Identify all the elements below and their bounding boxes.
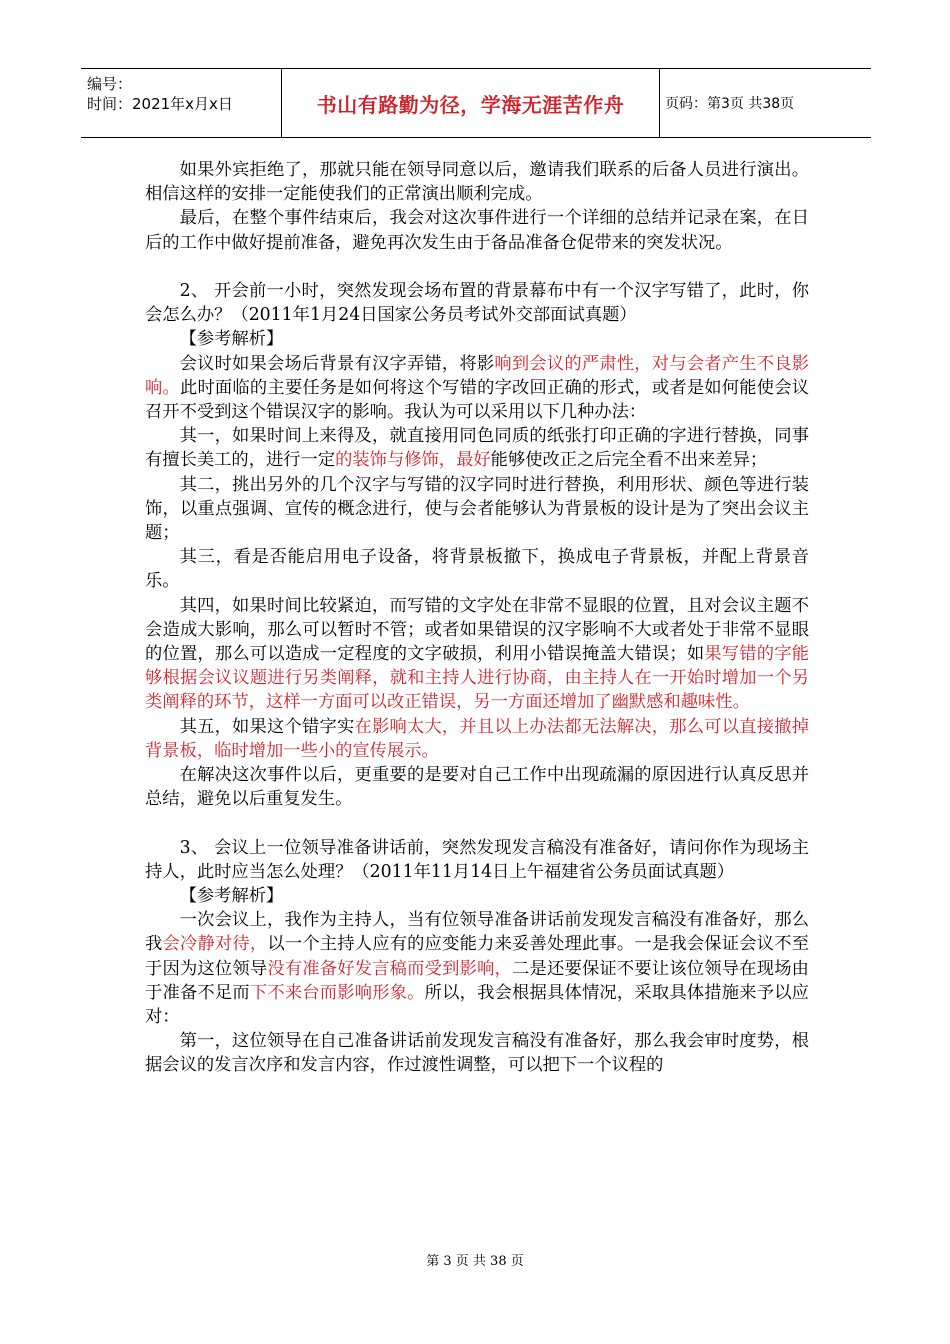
page-footer: 第 3 页 共 38 页: [426, 1254, 524, 1269]
paragraph: [145, 424, 809, 472]
highlighted-text: 的装饰与修饰，最好: [335, 450, 491, 471]
text-run: 一次会议上，我作为主持人，当有位领导准备讲话前发现发言稿没有准备好，那么我: [145, 910, 809, 955]
text-run: 以一个主持人应有的应变能力来妥善处理此事。一是我会保证会议不至于因为这位领导: [145, 934, 809, 979]
text-run: 其一，如果时间上来得及，就直接用同色同质的纸张打印正确的字进行替换，同事有擅长美工的，进行一定: [145, 426, 809, 471]
header-divider: [659, 69, 660, 137]
question-3: 3、 会议上一位领导准备讲话前，突然发现发言稿没有准备好，请问你作为现场主持人，此时应当怎么处理？（2011年11月14日上午福建省公务员面试真题）: [145, 837, 809, 882]
paragraph: 如果外宾拒绝了，那就只能在领导同意以后，邀请我们联系的后备人员进行演出。相信这样的安排一定能使我们的正常演出顺利完成。: [145, 160, 809, 205]
page-header: [81, 68, 871, 138]
header-page-label: 页码：第3页 共38页: [665, 96, 795, 112]
paragraph: [145, 352, 809, 425]
highlighted-text: 下不来台而影响形象。: [249, 982, 425, 1003]
text-run: 二是还要保证不要让该位领导在现场由于准备不足而: [145, 958, 809, 1003]
number-label: 编号：: [87, 75, 133, 93]
date-label: 时间：2021年x月x日: [87, 95, 233, 113]
text-run: 其四，如果时间比较紧迫，而写错的文字处在非常不显眼的位置，且对会议主题不会造成大影响，那么可以暂时不管；或者如果错误的汉字影响不大或者处于非常不显眼的位置，那么可以造成一定程度的文字破损，利用小错误掩盖大错误；如: [145, 595, 809, 665]
paragraph: 其三，看是否能启用电子设备，将背景板撤下，换成电子背景板，并配上背景音乐。: [145, 547, 809, 592]
question-2: 2、 开会前一小时，突然发现会场布置的背景幕布中有一个汉字写错了，此时，你会怎么办？（2011年1月24日国家公务员考试外交部面试真题）: [145, 281, 809, 326]
paragraph: 其二，挑出另外的几个汉字与写错的汉字同时进行替换，利用形状、颜色等进行装饰，以重点强调、宣传的概念进行，使与会者能够认为背景板的设计是为了突出会议主题；: [145, 474, 809, 544]
document-body: [145, 158, 809, 1078]
text-run: 其五，如果这个错字实: [179, 716, 355, 737]
header-motto: 书山有路勤为径，学海无涯苦作舟: [316, 92, 625, 117]
highlighted-text: 会冷静对待，: [162, 934, 268, 955]
text-run: 能够使改正之后完全看不出来差异；: [490, 450, 768, 471]
highlighted-text: 没有准备好发言稿而受到影响，: [267, 958, 513, 979]
highlighted-text: 在影响太大，并且以上办法都无法解决，那么可以直接撤掉背景板，临时增加一些小的宣传展示。: [145, 716, 809, 761]
paragraph: [145, 594, 809, 715]
paragraph: [145, 908, 809, 1029]
header-meta-cell: [81, 69, 281, 137]
reference-label: 【参考解析】: [179, 886, 284, 907]
text-run: 会议时如果会场后背景有汉字弄错，将影: [179, 353, 495, 374]
text-run: 所以，我会根据具体情况，采取具体措施来予以应对：: [145, 982, 809, 1028]
paragraph: 第一，这位领导在自己准备讲话前发现发言稿没有准备好，那么我会审时度势，根据会议的发言次序和发言内容，作过渡性调整，可以把下一个议程的: [145, 1031, 809, 1076]
reference-label: 【参考解析】: [179, 329, 284, 350]
highlighted-text: 响到会议的严肃性，对与会者产生不良影响。: [145, 353, 809, 398]
highlighted-text: 果写错的字能够根据会议议题进行另类阐释，就和主持人进行协商，由主持人在一开始时增加一个另类阐释的环节，这样一方面可以改正错误，另一方面还增加了幽默感和趣味性。: [145, 644, 809, 713]
paragraph: 在解决这次事件以后，更重要的是要对自己工作中出现疏漏的原因进行认真反思并总结，避免以后重复发生。: [145, 765, 809, 810]
paragraph: 最后，在整个事件结束后，我会对这次事件进行一个详细的总结并记录在案，在日后的工作中做好提前准备，避免再次发生由于备品准备仓促带来的突发状况。: [145, 208, 809, 253]
paragraph: [145, 715, 809, 763]
text-run: 此时面临的主要任务是如何将这个写错的字改回正确的形式，或者是如何能使会议召开不受到这个错误汉字的影响。我认为可以采用以下几种办法：: [145, 377, 809, 423]
